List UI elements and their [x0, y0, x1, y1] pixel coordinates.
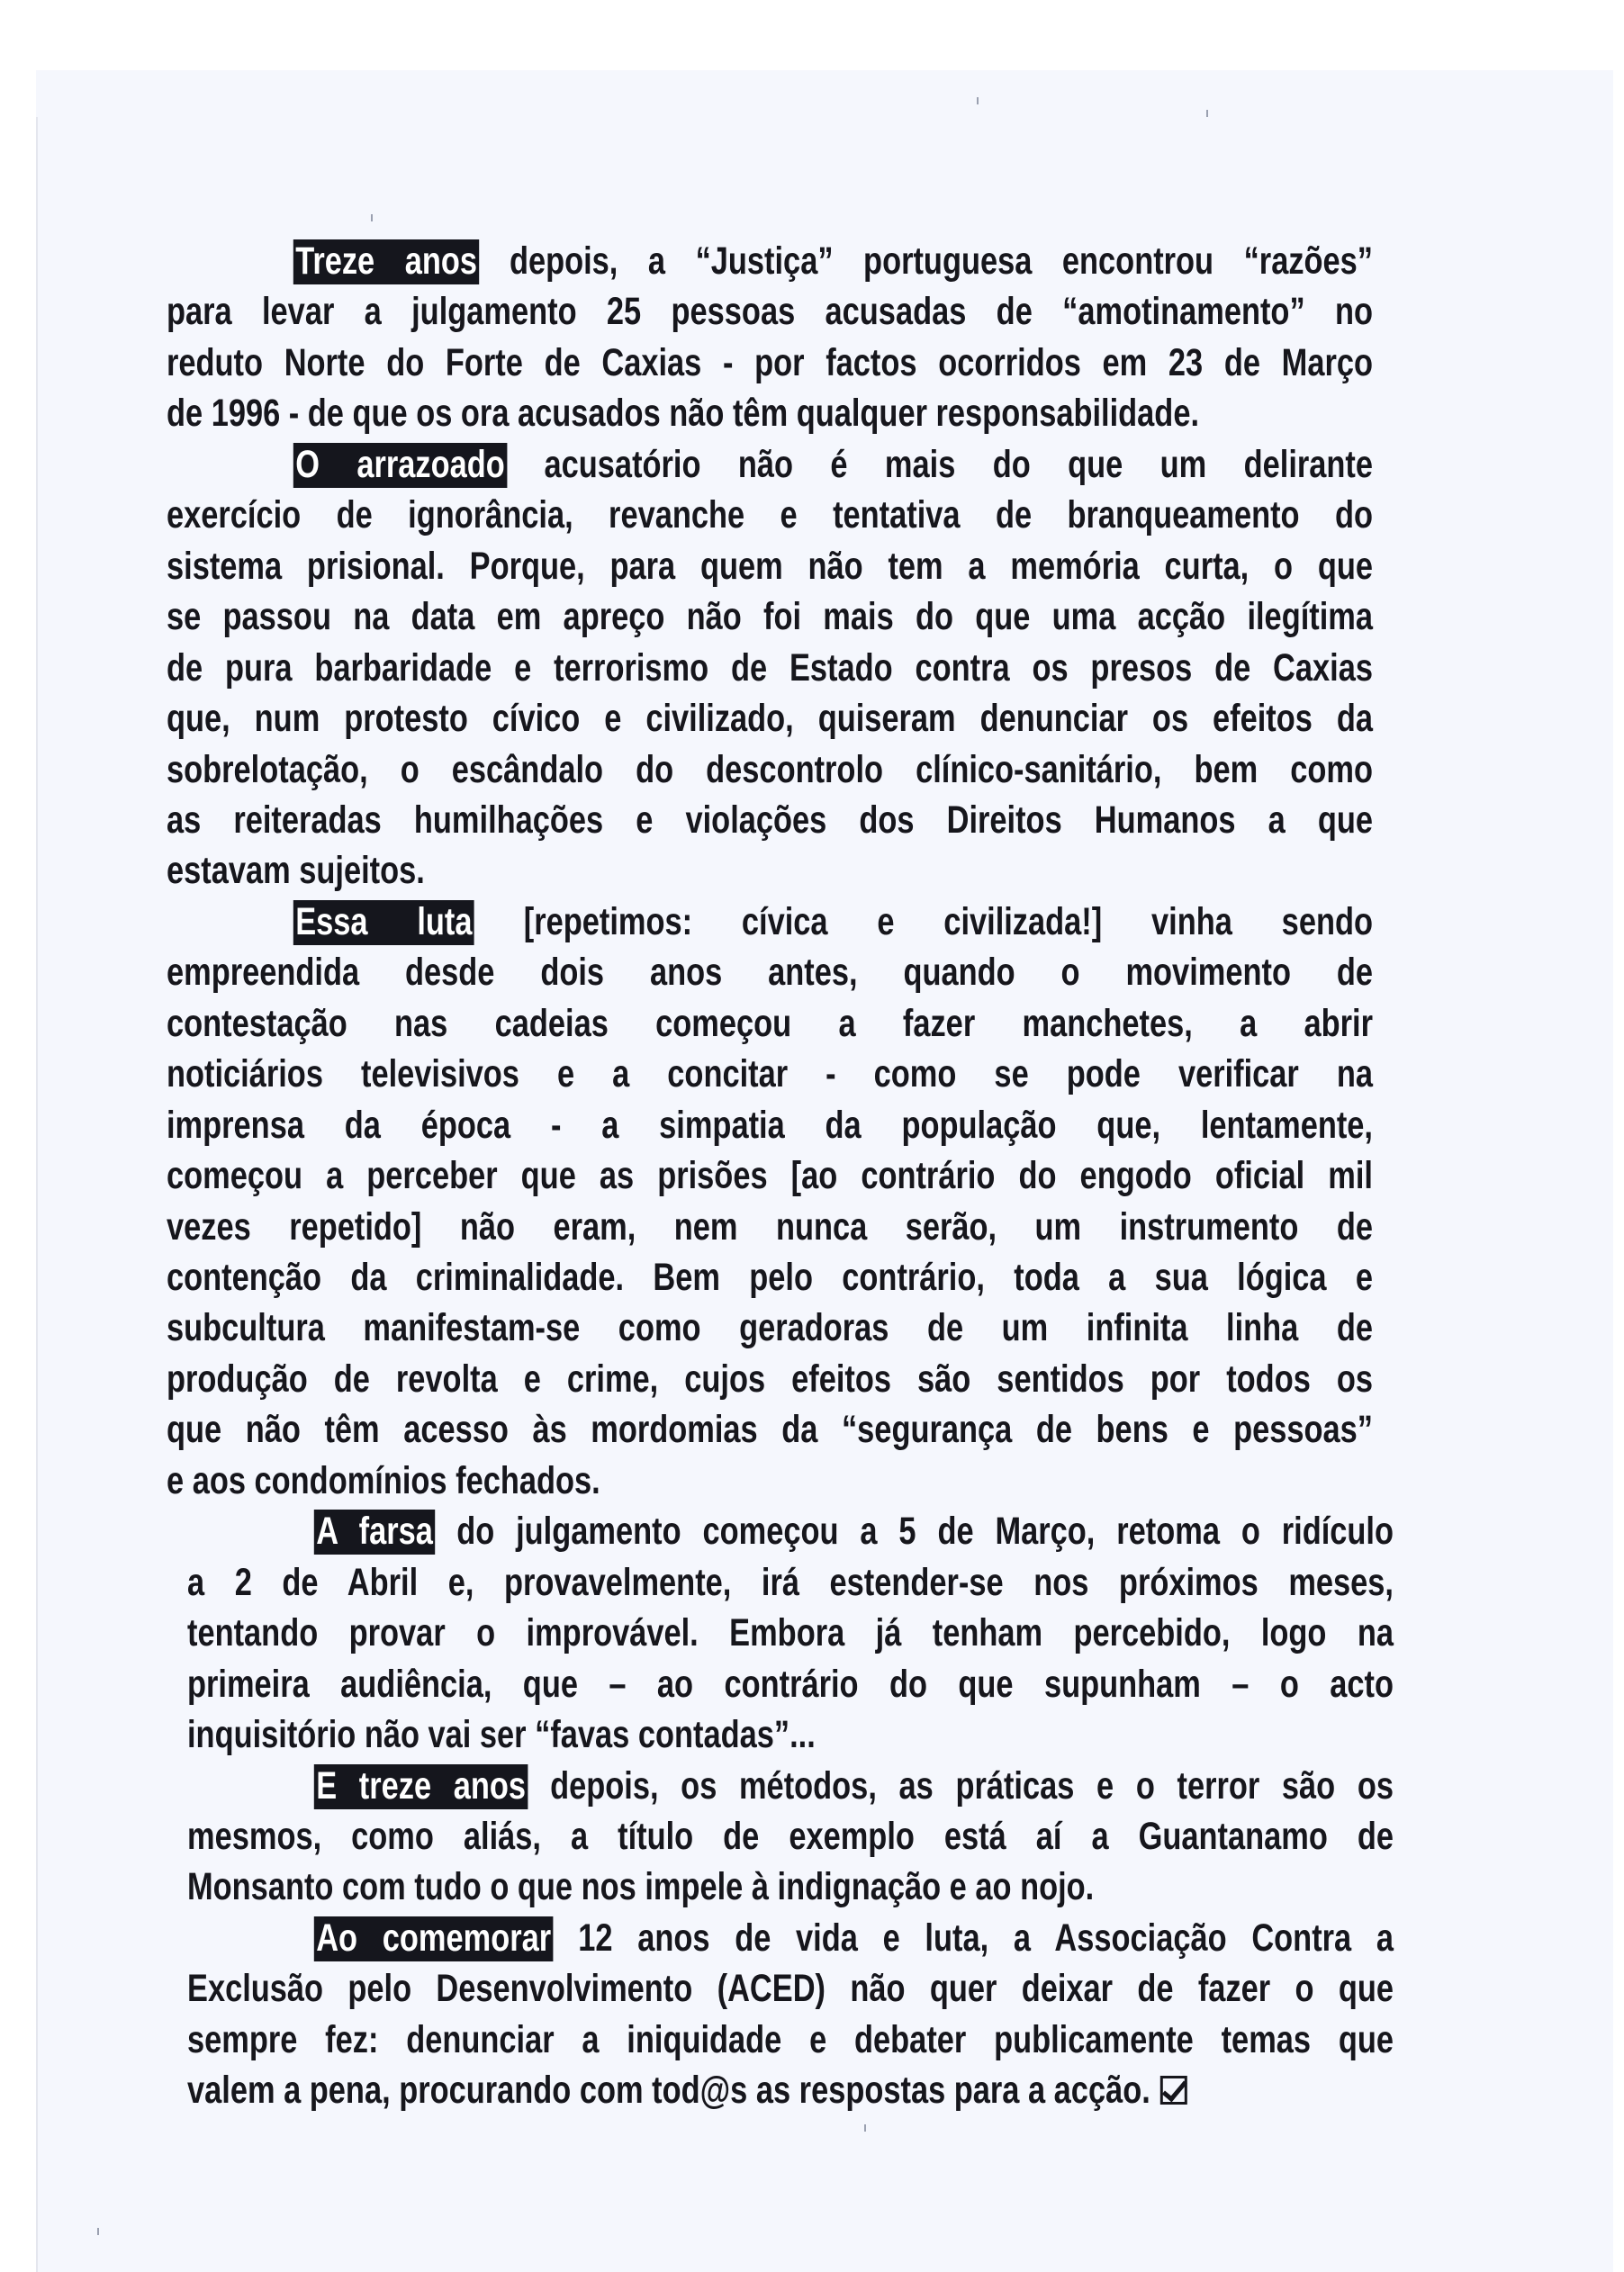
- text-line-content: [167, 693, 1373, 744]
- line-text: 12 anos de vida e luta, a Associação Contra a: [553, 1916, 1394, 1960]
- text-line: [167, 897, 1624, 947]
- text-line-content: [167, 998, 1373, 1049]
- line-text: empreendida desde dois anos antes, quando o movimento de: [167, 951, 1373, 995]
- line-text: sistema prisional. Porque, para quem não tem a memória curta, o que: [167, 544, 1373, 588]
- text-line-content: [167, 286, 1373, 337]
- text-line-content: [167, 1202, 1373, 1252]
- line-text: de pura barbaridade e terrorismo de Estado contra os presos de Caxias: [167, 645, 1373, 690]
- text-line-content: [167, 1252, 1373, 1303]
- text-line-content: [187, 1811, 1394, 1862]
- text-line: [167, 591, 1624, 642]
- line-text: para levar a julgamento 25 pessoas acusadas de “amotinamento” no: [167, 290, 1373, 334]
- text-line-content: [167, 490, 1373, 540]
- line-text: as reiteradas humilhações e violações dos Direitos Humanos a que: [167, 798, 1373, 842]
- paragraph-lead-highlight: A farsa: [314, 1510, 436, 1555]
- line-text: que, num protesto cívico e civilizado, quiseram denunciar os efeitos da: [167, 697, 1373, 741]
- text-line: [187, 1557, 1624, 1608]
- text-line: [167, 1202, 1624, 1252]
- scan-speck: [864, 2124, 866, 2132]
- text-line: [187, 2065, 1624, 2115]
- text-line: [167, 541, 1624, 591]
- line-text: reduto Norte do Forte de Caxias - por factos ocorridos em 23 de Março: [167, 340, 1373, 384]
- line-text: inquisitório não vai ser “favas contadas”...: [187, 1713, 816, 1757]
- text-line: [167, 947, 1624, 997]
- text-line: [167, 1303, 1624, 1353]
- scan-speck: [97, 2228, 99, 2235]
- line-text: se passou na data em apreço não foi mais do que uma acção ilegítima: [167, 595, 1373, 639]
- checked-box-icon: [1160, 2076, 1187, 2105]
- text-line-content: [167, 1456, 1373, 1506]
- text-line-content: [187, 1506, 1394, 1556]
- text-line: [167, 1150, 1624, 1201]
- line-text: Monsanto com tudo o que nos impele à indignação e ao nojo.: [187, 1865, 1095, 1909]
- text-line: [187, 1913, 1624, 1963]
- line-text: imprensa da época - a simpatia da população que, lentamente,: [167, 1103, 1373, 1147]
- line-text: tentando provar o improvável. Embora já tenham percebido, logo na: [187, 1611, 1394, 1655]
- line-text: a 2 de Abril e, provavelmente, irá estender-se nos próximos meses,: [187, 1560, 1394, 1604]
- text-line-content: [167, 947, 1373, 997]
- line-text: estavam sujeitos.: [167, 849, 425, 893]
- page-edge-shadow: [36, 117, 38, 2272]
- line-text: subcultura manifestam-se como geradoras de um infinita linha de: [167, 1306, 1373, 1350]
- text-line-content: [167, 236, 1373, 286]
- scan-speck: [371, 214, 373, 221]
- text-line: [167, 643, 1624, 693]
- text-line: [167, 1404, 1624, 1455]
- text-line-content: [167, 541, 1373, 591]
- text-line-content: [187, 1913, 1394, 1963]
- text-line-content: [167, 338, 1373, 388]
- text-line-content: [187, 1709, 1394, 1760]
- text-line: [167, 744, 1624, 795]
- line-text: começou a perceber que as prisões [ao contrário do engodo oficial mil: [167, 1154, 1373, 1198]
- text-line-content: [187, 1608, 1394, 1658]
- paragraph-lead-highlight: Ao comemorar: [314, 1916, 554, 1961]
- line-text: depois, a “Justiça” portuguesa encontrou “razões”: [479, 239, 1374, 283]
- line-text: de 1996 - de que os ora acusados não têm qualquer responsabilidade.: [167, 392, 1200, 436]
- text-line: [187, 1506, 1624, 1556]
- text-line: [187, 1862, 1624, 1912]
- line-text: mesmos, como aliás, a título de exemplo está aí a Guantanamo de: [187, 1814, 1394, 1858]
- text-line: [167, 1100, 1624, 1150]
- text-line: [187, 1659, 1624, 1709]
- text-line: [167, 845, 1624, 896]
- line-text: e aos condomínios fechados.: [167, 1458, 600, 1502]
- text-line: [187, 1761, 1624, 1811]
- text-line-content: [167, 1150, 1373, 1201]
- text-line: [167, 1456, 1624, 1506]
- text-line-content: [167, 1303, 1373, 1353]
- text-line-content: [167, 643, 1373, 693]
- line-text: [repetimos: cívica e civilizada!] vinha sendo: [474, 899, 1373, 943]
- paragraph-lead-highlight: Essa luta: [293, 900, 474, 945]
- text-line-content: [187, 1659, 1394, 1709]
- line-text: produção de revolta e crime, cujos efeitos são sentidos por todos os: [167, 1357, 1373, 1401]
- text-line-content: [187, 2015, 1394, 2065]
- text-line: [167, 490, 1624, 540]
- text-line-content: [167, 795, 1373, 845]
- text-line-content: [187, 1862, 1394, 1912]
- text-line-content: [167, 591, 1373, 642]
- line-text: Exclusão pelo Desenvolvimento (ACED) não quer deixar de fazer o que: [187, 1967, 1394, 2011]
- line-text: primeira audiência, que – ao contrário do que supunham – o acto: [187, 1662, 1394, 1706]
- text-line-content: [167, 744, 1373, 795]
- scan-speck: [977, 97, 979, 104]
- line-text: depois, os métodos, as práticas e o terror são os: [528, 1763, 1394, 1808]
- text-line-content: [187, 1557, 1394, 1608]
- text-line-content: [167, 388, 1373, 438]
- text-line: [187, 1963, 1624, 2014]
- text-line: [167, 998, 1624, 1049]
- text-line: [167, 388, 1624, 438]
- line-text: sempre fez: denunciar a iniquidade e debater publicamente temas que: [187, 2017, 1394, 2061]
- text-line: [167, 1049, 1624, 1099]
- line-text: vezes repetido] não eram, nem nunca serão, um instrumento de: [167, 1204, 1373, 1249]
- text-line-content: [187, 2065, 1394, 2115]
- line-text: contestação nas cadeias começou a fazer manchetes, a abrir: [167, 1001, 1373, 1045]
- line-text: contenção da criminalidade. Bem pelo contrário, toda a sua lógica e: [167, 1256, 1373, 1299]
- text-line: [167, 236, 1624, 286]
- text-line: [167, 693, 1624, 744]
- text-line-content: [167, 1049, 1373, 1099]
- text-line-content: [187, 1963, 1394, 2014]
- scan-speck: [1206, 110, 1208, 117]
- text-line: [187, 1811, 1624, 1862]
- text-line: [167, 286, 1624, 337]
- text-line: [167, 338, 1624, 388]
- text-line: [167, 1252, 1624, 1303]
- line-text: exercício de ignorância, revanche e tentativa de branqueamento do: [167, 493, 1373, 537]
- text-line: [187, 2015, 1624, 2065]
- line-text: acusatório não é mais do que um delirante: [507, 442, 1373, 486]
- line-text: valem a pena, procurando com tod@s as respostas para a acção.: [187, 2069, 1150, 2113]
- text-line: [187, 1608, 1624, 1658]
- line-text: noticiários televisivos e a concitar - como se pode verificar na: [167, 1052, 1373, 1096]
- text-line: [187, 1709, 1624, 1760]
- text-line-content: [167, 1354, 1373, 1404]
- text-line: [167, 1354, 1624, 1404]
- paragraph-lead-highlight: O arrazoado: [293, 443, 507, 488]
- paragraph-lead-highlight: E treze anos: [314, 1764, 528, 1809]
- text-line-content: [167, 1404, 1373, 1455]
- text-line: [167, 795, 1624, 845]
- text-line-content: [167, 845, 1373, 896]
- text-line-content: [167, 439, 1373, 490]
- paragraph-lead-highlight: Treze anos: [293, 239, 480, 284]
- text-line-content: [167, 1100, 1373, 1150]
- line-text: que não têm acesso às mordomias da “segurança de bens e pessoas”: [167, 1408, 1373, 1452]
- text-line-content: [187, 1761, 1394, 1811]
- text-line-content: [167, 897, 1373, 947]
- line-text: do julgamento começou a 5 de Março, retoma o ridículo: [435, 1510, 1394, 1554]
- line-text: sobrelotação, o escândalo do descontrolo clínico-sanitário, bem como: [167, 747, 1373, 791]
- text-line: [167, 439, 1624, 490]
